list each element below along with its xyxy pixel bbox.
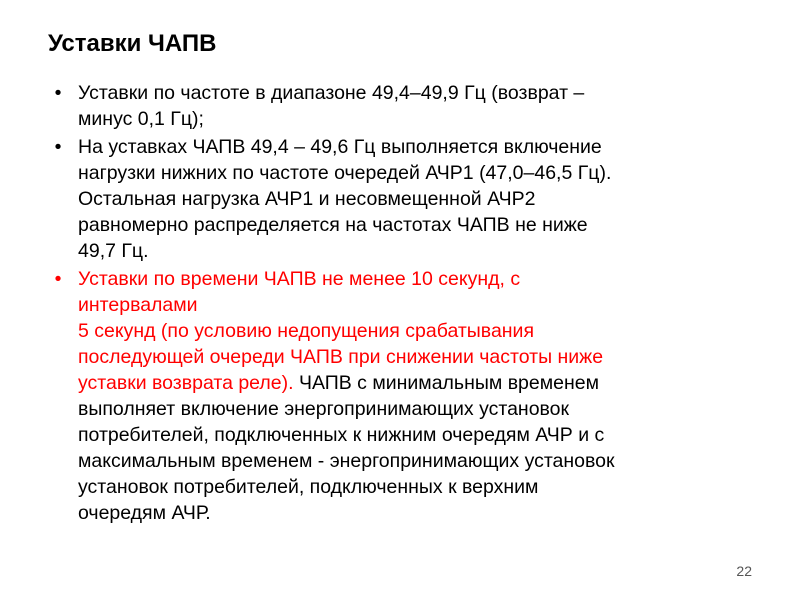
bullet-3-red-line-3: 5 секунд (по условию недопущения срабатывания — [78, 320, 535, 342]
bullet-2-line-3: Остальная нагрузка АЧР1 и несовмещенной АЧР2 — [78, 188, 536, 210]
bullet-3-line-5: очередям АЧР. — [78, 502, 211, 524]
bullet-icon: • — [54, 268, 62, 290]
bullet-3-line-1: выполняет включение энергопринимающих установок — [78, 398, 570, 420]
bullet-list — [48, 80, 760, 528]
bullet-3-line-4: установок потребителей, подключенных к верхним — [78, 476, 539, 498]
bullet-1-line-1: Уставки по частоте в диапазоне 49,4–49,9 Гц (возврат – — [78, 82, 585, 104]
bullet-icon: • — [54, 136, 62, 158]
bullet-3-mixed-black-text: ЧАПВ с минимальным временем — [293, 372, 600, 394]
page-number: 22 — [736, 563, 752, 579]
bullet-3-line-3: максимальным временем - энергопринимающих установок — [78, 450, 615, 472]
bullet-3-line-2: потребителей, подключенных к нижним очередям АЧР и с — [78, 424, 605, 446]
bullet-2-line-4: равномерно распределяется на частотах ЧАПВ не ниже — [78, 214, 588, 236]
bullet-2-line-2: нагрузки нижних по частоте очередей АЧР1 (47,0–46,5 Гц). — [78, 162, 612, 184]
bullet-icon: • — [54, 82, 62, 104]
bullet-3-mixed-red-text: уставки возврата реле). — [78, 372, 294, 394]
bullet-2-line-5: 49,7 Гц. — [78, 240, 149, 262]
bullet-3-mixed-line — [78, 370, 760, 396]
bullet-1-line-2: минус 0,1 Гц); — [78, 108, 204, 130]
slide-title: Уставки ЧАПВ — [48, 30, 217, 57]
bullet-3-red-line-1: Уставки по времени ЧАПВ не менее 10 секунд, с — [78, 268, 521, 290]
bullet-3-red-line-2: интервалами — [78, 294, 198, 316]
bullet-item-time-settings — [48, 266, 760, 526]
bullet-2-line-1: На уставках ЧАПВ 49,4 – 49,6 Гц выполняется включение — [78, 136, 602, 158]
bullet-item-frequency-settings — [48, 80, 760, 132]
bullet-item-load-restoration — [48, 134, 760, 264]
bullet-3-red-line-4: последующей очереди ЧАПВ при снижении частоты ниже — [78, 346, 604, 368]
